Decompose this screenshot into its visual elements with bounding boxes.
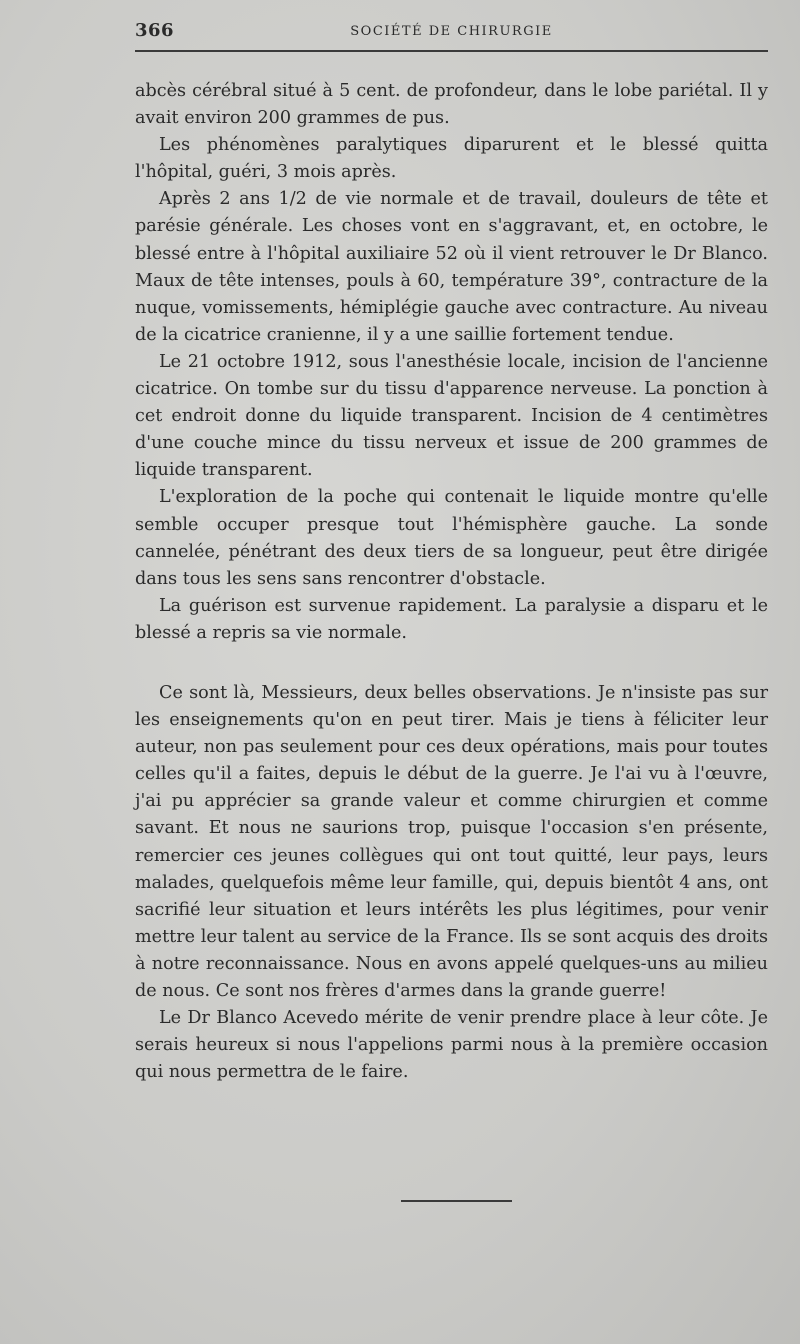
- paragraph: Le 21 octobre 1912, sous l'anesthésie locale, incision de l'ancienne cicatrice. On tombe sur du tissu d'apparence nerveuse. La ponction à cet endroit donne du liquide transparent. Incision de 4 centimètres d'une couche mince du tissu nerveux et issue de 200 grammes de liquide transparent.: [135, 351, 768, 481]
- paragraph-continued: abcès cérébral situé à 5 cent. de profondeur, dans le lobe pariétal. Il y avait environ 200 grammes de pus.: [135, 81, 768, 129]
- paragraph: Les phénomènes paralytiques diparurent et le blessé quitta l'hôpital, guéri, 3 mois après.: [135, 135, 768, 183]
- section-gap: [135, 647, 768, 680]
- paragraph: Ce sont là, Messieurs, deux belles observations. Je n'insiste pas sur les enseignements qu'on en peut tirer. Mais je tiens à féliciter leur auteur, non pas seulement pour ces deux opérations, mais pour toutes celles qu'il a faites, depuis le début de la guerre. Je l'ai vu à l'œuvre, j'ai pu apprécier sa grande valeur et comme chirurgien et comme savant. Et nous ne saurions trop, puisque l'occasion s'en présente, remercier ces jeunes collègues qui ont tout quitté, leur pays, leurs malades, quelquefois même leur famille, qui, depuis bientôt 4 ans, ont sacrifié leur situation et leurs intérêts les plus légitimes, pour venir mettre leur talent au service de la France. Ils se sont acquis des droits à notre reconnaissance. Nous en avons appelé quelques-uns au milieu de nous. Ce sont nos frères d'armes dans la grande guerre!: [135, 682, 768, 1001]
- body-text: [135, 78, 768, 1086]
- end-rule: [401, 1200, 512, 1202]
- page-header: [135, 16, 768, 52]
- paragraph: La guérison est survenue rapidement. La paralysie a disparu et le blessé a repris sa vie normale.: [135, 595, 768, 643]
- paragraph: L'exploration de la poche qui contenait le liquide montre qu'elle semble occuper presque tout l'hémisphère gauche. La sonde cannelée, pénétrant des deux tiers de sa longueur, peut être dirigée dans tous les sens sans rencontrer d'obstacle.: [135, 487, 768, 589]
- paragraph: Après 2 ans 1/2 de vie normale et de travail, douleurs de tête et parésie générale. Les choses vont en s'aggravant, et, en octobre, le blessé entre à l'hôpital auxiliaire 52 où il vient retrouver le Dr Blanco. Maux de tête intenses, pouls à 60, température 39°, contracture de la nuque, vomissements, hémiplégie gauche avec contracture. Au niveau de la cicatrice cranienne, il y a une saillie fortement tendue.: [135, 189, 768, 345]
- paragraph: Le Dr Blanco Acevedo mérite de venir prendre place à leur côte. Je serais heureux si nous l'appelions parmi nous à la première occasion qui nous permettra de le faire.: [135, 1008, 768, 1083]
- page-number: 366: [135, 20, 175, 41]
- running-head: SOCIÉTÉ DE CHIRURGIE: [350, 24, 553, 39]
